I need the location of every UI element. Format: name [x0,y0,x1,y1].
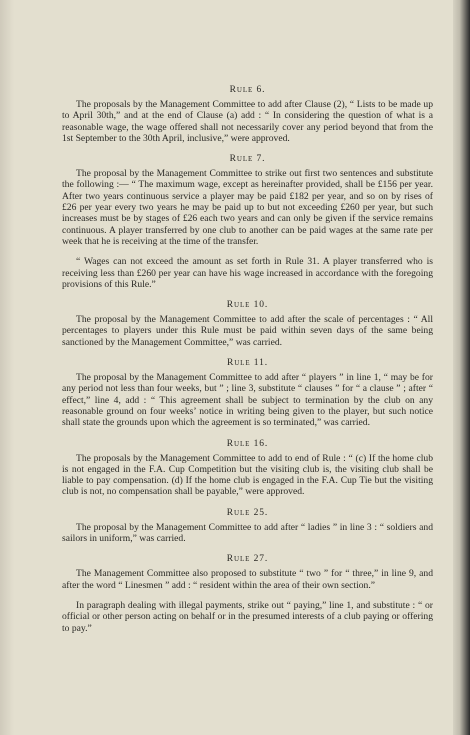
rule-paragraph: In paragraph dealing with illegal payments, strike out “ paying,” line 1, and substitute : “ or official or other person acting on behalf or in the presumed interests of a club paying or offering to pay.” [62,599,433,634]
rule-section [62,299,433,348]
rule-paragraph: The proposal by the Management Committee to add after “ ladies ” in line 3 : “ soldiers and sailors in uniform,” was carried. [62,521,433,545]
rule-paragraph: The proposal by the Management Committee to add after “ players ” in line 1, “ may be for any period not less than four weeks, but ” ; line 3, substitute “ clauses ” for “ a clause ” ; after “ effect,” line 4, add : “ This agreement shall be subject to termination by the club on any reasonable ground on four weeks’ notice in writing being given to the player, but such notice shall state the grounds upon which the agreement is so terminated,” was carried. [62,372,433,429]
document-body [62,84,433,634]
rule-paragraph: The proposal by the Management Committee to add after the scale of percentages : “ All percentages to players under this Rule must be paid within seven days of the same being sanctioned by the Management Committee,” was carried. [62,314,433,348]
rule-heading: Rule 10. [226,300,269,311]
rule-paragraph: The proposal by the Management Committee to strike out first two sentences and substitute the following :— “ The maximum wage, except as hereinafter provided, shall be £156 per year. After two years continuous service a player may be paid £182 per year, and so on by rises of £26 per year every two years he may be paid up to but not exceeding £260 per year, but such increases must be by stages of £26 each two years and can only be given if the service remains continuous. A player transferred by one club to another can be paid wages at the same rate per week that he is receiving at the time of the transfer. [62,168,433,247]
rule-heading: Rule 6. [229,85,266,95]
rule-heading: Rule 16. [226,438,269,449]
page-edge [453,0,470,735]
rule-heading: Rule 25. [226,507,269,518]
rule-paragraph: The proposals by the Management Committee to add after Clause (2), “ Lists to be made up to April 30th,” and at the end of Clause (a) add : “ In considering the question of what is a reasonable wage, the wage offered shall not necessarily cover any period beyond that from the 1st September to the 30th April, inclusive,” were approved. [62,99,433,144]
rule-heading: Rule 11. [226,358,269,369]
rule-paragraph: The Management Committee also proposed to substitute “ two ” for “ three,” in line 9, and after the word “ Linesmen ” add : “ resident within the area of their own section.” [62,568,433,591]
rule-section [62,357,433,428]
rule-paragraph: The proposals by the Management Committee to add to end of Rule : “ (c) If the home club is not engaged in the F.A. Cup Competition but the visiting club is, the visiting club shall be liable to pay compensation. (d) If the home club is engaged in the F.A. Cup Tie but the visiting club is not, no compensation shall be payable,” were approved. [62,452,433,498]
rule-section [62,153,433,290]
rule-section [62,553,433,633]
page-binding-shadow [0,0,14,735]
rule-section [62,84,433,144]
rule-heading: Rule 27. [226,554,269,565]
rule-section [62,438,433,498]
rule-section [62,507,433,545]
rule-heading: Rule 7. [229,154,266,165]
rule-paragraph: “ Wages can not exceed the amount as set forth in Rule 31. A player transferred who is receiving less than £260 per year can have his wage increased in accordance with the foregoing provisions of this Rule.” [62,256,433,290]
